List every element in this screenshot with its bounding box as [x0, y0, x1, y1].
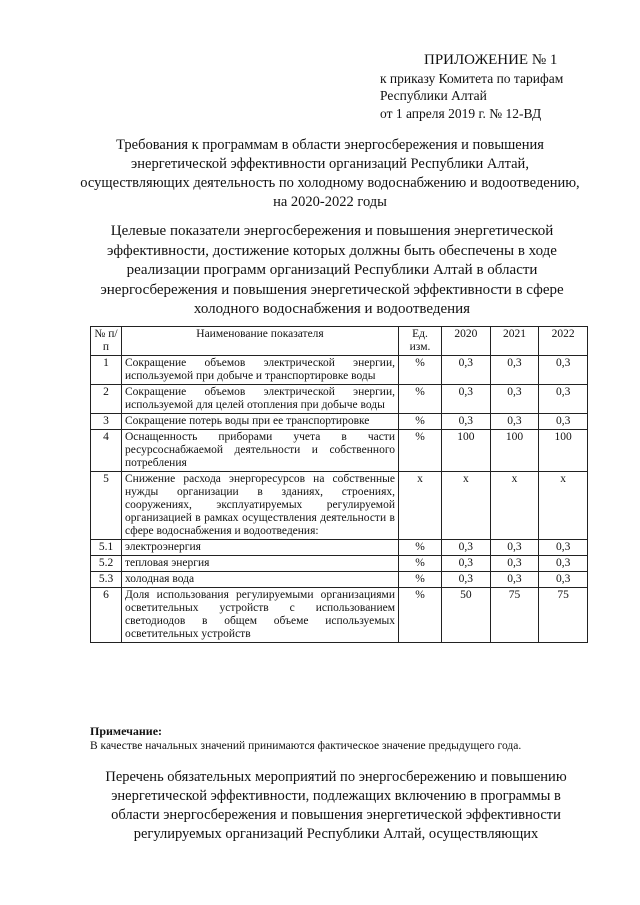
appendix-line-1: к приказу Комитета по тарифам — [380, 70, 564, 86]
note-heading: Примечание: — [90, 724, 163, 738]
cell-2021: 0,3 — [490, 572, 539, 588]
appendix-line-3: от 1 апреля 2019 г. № 12-ВД — [380, 105, 542, 121]
cell-unit: % — [399, 588, 442, 643]
cell-2021: 75 — [490, 588, 539, 643]
cell-number: 5.1 — [91, 540, 122, 556]
cell-unit: % — [399, 540, 442, 556]
cell-2020: 0,3 — [442, 414, 491, 430]
table-header-row — [91, 327, 588, 356]
appendix-line-2: Республики Алтай — [380, 88, 487, 103]
cell-2020: 50 — [442, 588, 491, 643]
cell-number: 5.2 — [91, 556, 122, 572]
cell-name: Оснащенность приборами учета в части ресурсоснабжаемой деятельности и собственного потребления — [122, 430, 399, 472]
cell-2021: 0,3 — [490, 414, 539, 430]
document-title: Требования к программам в области энергосбережения и повышения энергетической эффективности организаций Республики Алтай, осуществляющих деятельность по холодному водоснабжению и водоотведению, на 2020-2022 годы — [80, 137, 580, 210]
cell-unit: % — [399, 356, 442, 385]
cell-2022: 100 — [539, 430, 588, 472]
cell-2021: 0,3 — [490, 356, 539, 385]
cell-2022: 0,3 — [539, 414, 588, 430]
table-row — [91, 588, 588, 643]
cell-unit: % — [399, 572, 442, 588]
cell-2022: 0,3 — [539, 556, 588, 572]
cell-2021: 0,3 — [490, 540, 539, 556]
table-row — [91, 356, 588, 385]
cell-2020: 0,3 — [442, 556, 491, 572]
cell-unit: % — [399, 414, 442, 430]
cell-unit: % — [399, 556, 442, 572]
table-row — [91, 472, 588, 540]
cell-name: Снижение расхода энергоресурсов на собственные нужды организации в зданиях, строениях, сооружениях, эксплуатируемых регулируемой организацией в рамках осуществления деятельности в сфере водоснабжения и водоотведения: — [122, 472, 399, 540]
cell-2020: 0,3 — [442, 572, 491, 588]
cell-number: 6 — [91, 588, 122, 643]
cell-name: электроэнергия — [122, 540, 399, 556]
table-row — [91, 556, 588, 572]
cell-name: холодная вода — [122, 572, 399, 588]
table-row — [91, 385, 588, 414]
cell-2022: 75 — [539, 588, 588, 643]
header-2020: 2020 — [442, 327, 491, 356]
cell-number: 2 — [91, 385, 122, 414]
cell-2022: х — [539, 472, 588, 540]
cell-2020: 0,3 — [442, 356, 491, 385]
cell-name: Сокращение объемов электрической энергии, используемой при добыче и транспортировке воды — [122, 356, 399, 385]
table-row — [91, 430, 588, 472]
note-text: В качестве начальных значений принимаются фактическое значение предыдущего года. — [90, 740, 522, 752]
cell-2020: 0,3 — [442, 385, 491, 414]
cell-2021: х — [490, 472, 539, 540]
header-number: № п/п — [91, 327, 122, 356]
cell-number: 5 — [91, 472, 122, 540]
table-row — [91, 572, 588, 588]
cell-unit: х — [399, 472, 442, 540]
appendix-title: ПРИЛОЖЕНИЕ № 1 — [424, 52, 558, 68]
cell-2020: 100 — [442, 430, 491, 472]
cell-name: Сокращение потерь воды при ее транспортировке — [122, 414, 399, 430]
header-2021: 2021 — [490, 327, 539, 356]
cell-2022: 0,3 — [539, 385, 588, 414]
cell-name: тепловая энергия — [122, 556, 399, 572]
cell-unit: % — [399, 430, 442, 472]
measures-heading: Перечень обязательных мероприятий по энергосбережению и повышению энергетической эффективности, подлежащих включению в программы в области энергосбережения и повышения энергетической эффективности регулируемых организаций Республики Алтай, осуществляющих — [105, 769, 567, 842]
cell-number: 3 — [91, 414, 122, 430]
cell-number: 4 — [91, 430, 122, 472]
header-unit: Ед. изм. — [399, 327, 442, 356]
cell-2021: 100 — [490, 430, 539, 472]
cell-2020: 0,3 — [442, 540, 491, 556]
cell-name: Сокращение объемов электрической энергии, используемой для целей отопления при добыче воды — [122, 385, 399, 414]
document-subtitle: Целевые показатели энергосбережения и повышения энергетической эффективности, достижение которых должны быть обеспечены в ходе реализации программ организаций Республики Алтай в области энергосбережения и повышения энергетической эффективности в сфере холодного водоснабжения и водоотведения — [100, 223, 564, 317]
header-2022: 2022 — [539, 327, 588, 356]
indicators-table — [90, 326, 588, 643]
cell-2022: 0,3 — [539, 356, 588, 385]
cell-name: Доля использования регулируемыми организациями осветительных устройств с использованием светодиодов в общем объеме используемых осветительных устройств — [122, 588, 399, 643]
header-name: Наименование показателя — [122, 327, 399, 356]
table-row — [91, 414, 588, 430]
cell-unit: % — [399, 385, 442, 414]
cell-2022: 0,3 — [539, 572, 588, 588]
table-row — [91, 540, 588, 556]
cell-2022: 0,3 — [539, 540, 588, 556]
cell-2020: х — [442, 472, 491, 540]
cell-number: 1 — [91, 356, 122, 385]
appendix-block — [380, 52, 563, 122]
cell-2021: 0,3 — [490, 556, 539, 572]
cell-2021: 0,3 — [490, 385, 539, 414]
cell-number: 5.3 — [91, 572, 122, 588]
